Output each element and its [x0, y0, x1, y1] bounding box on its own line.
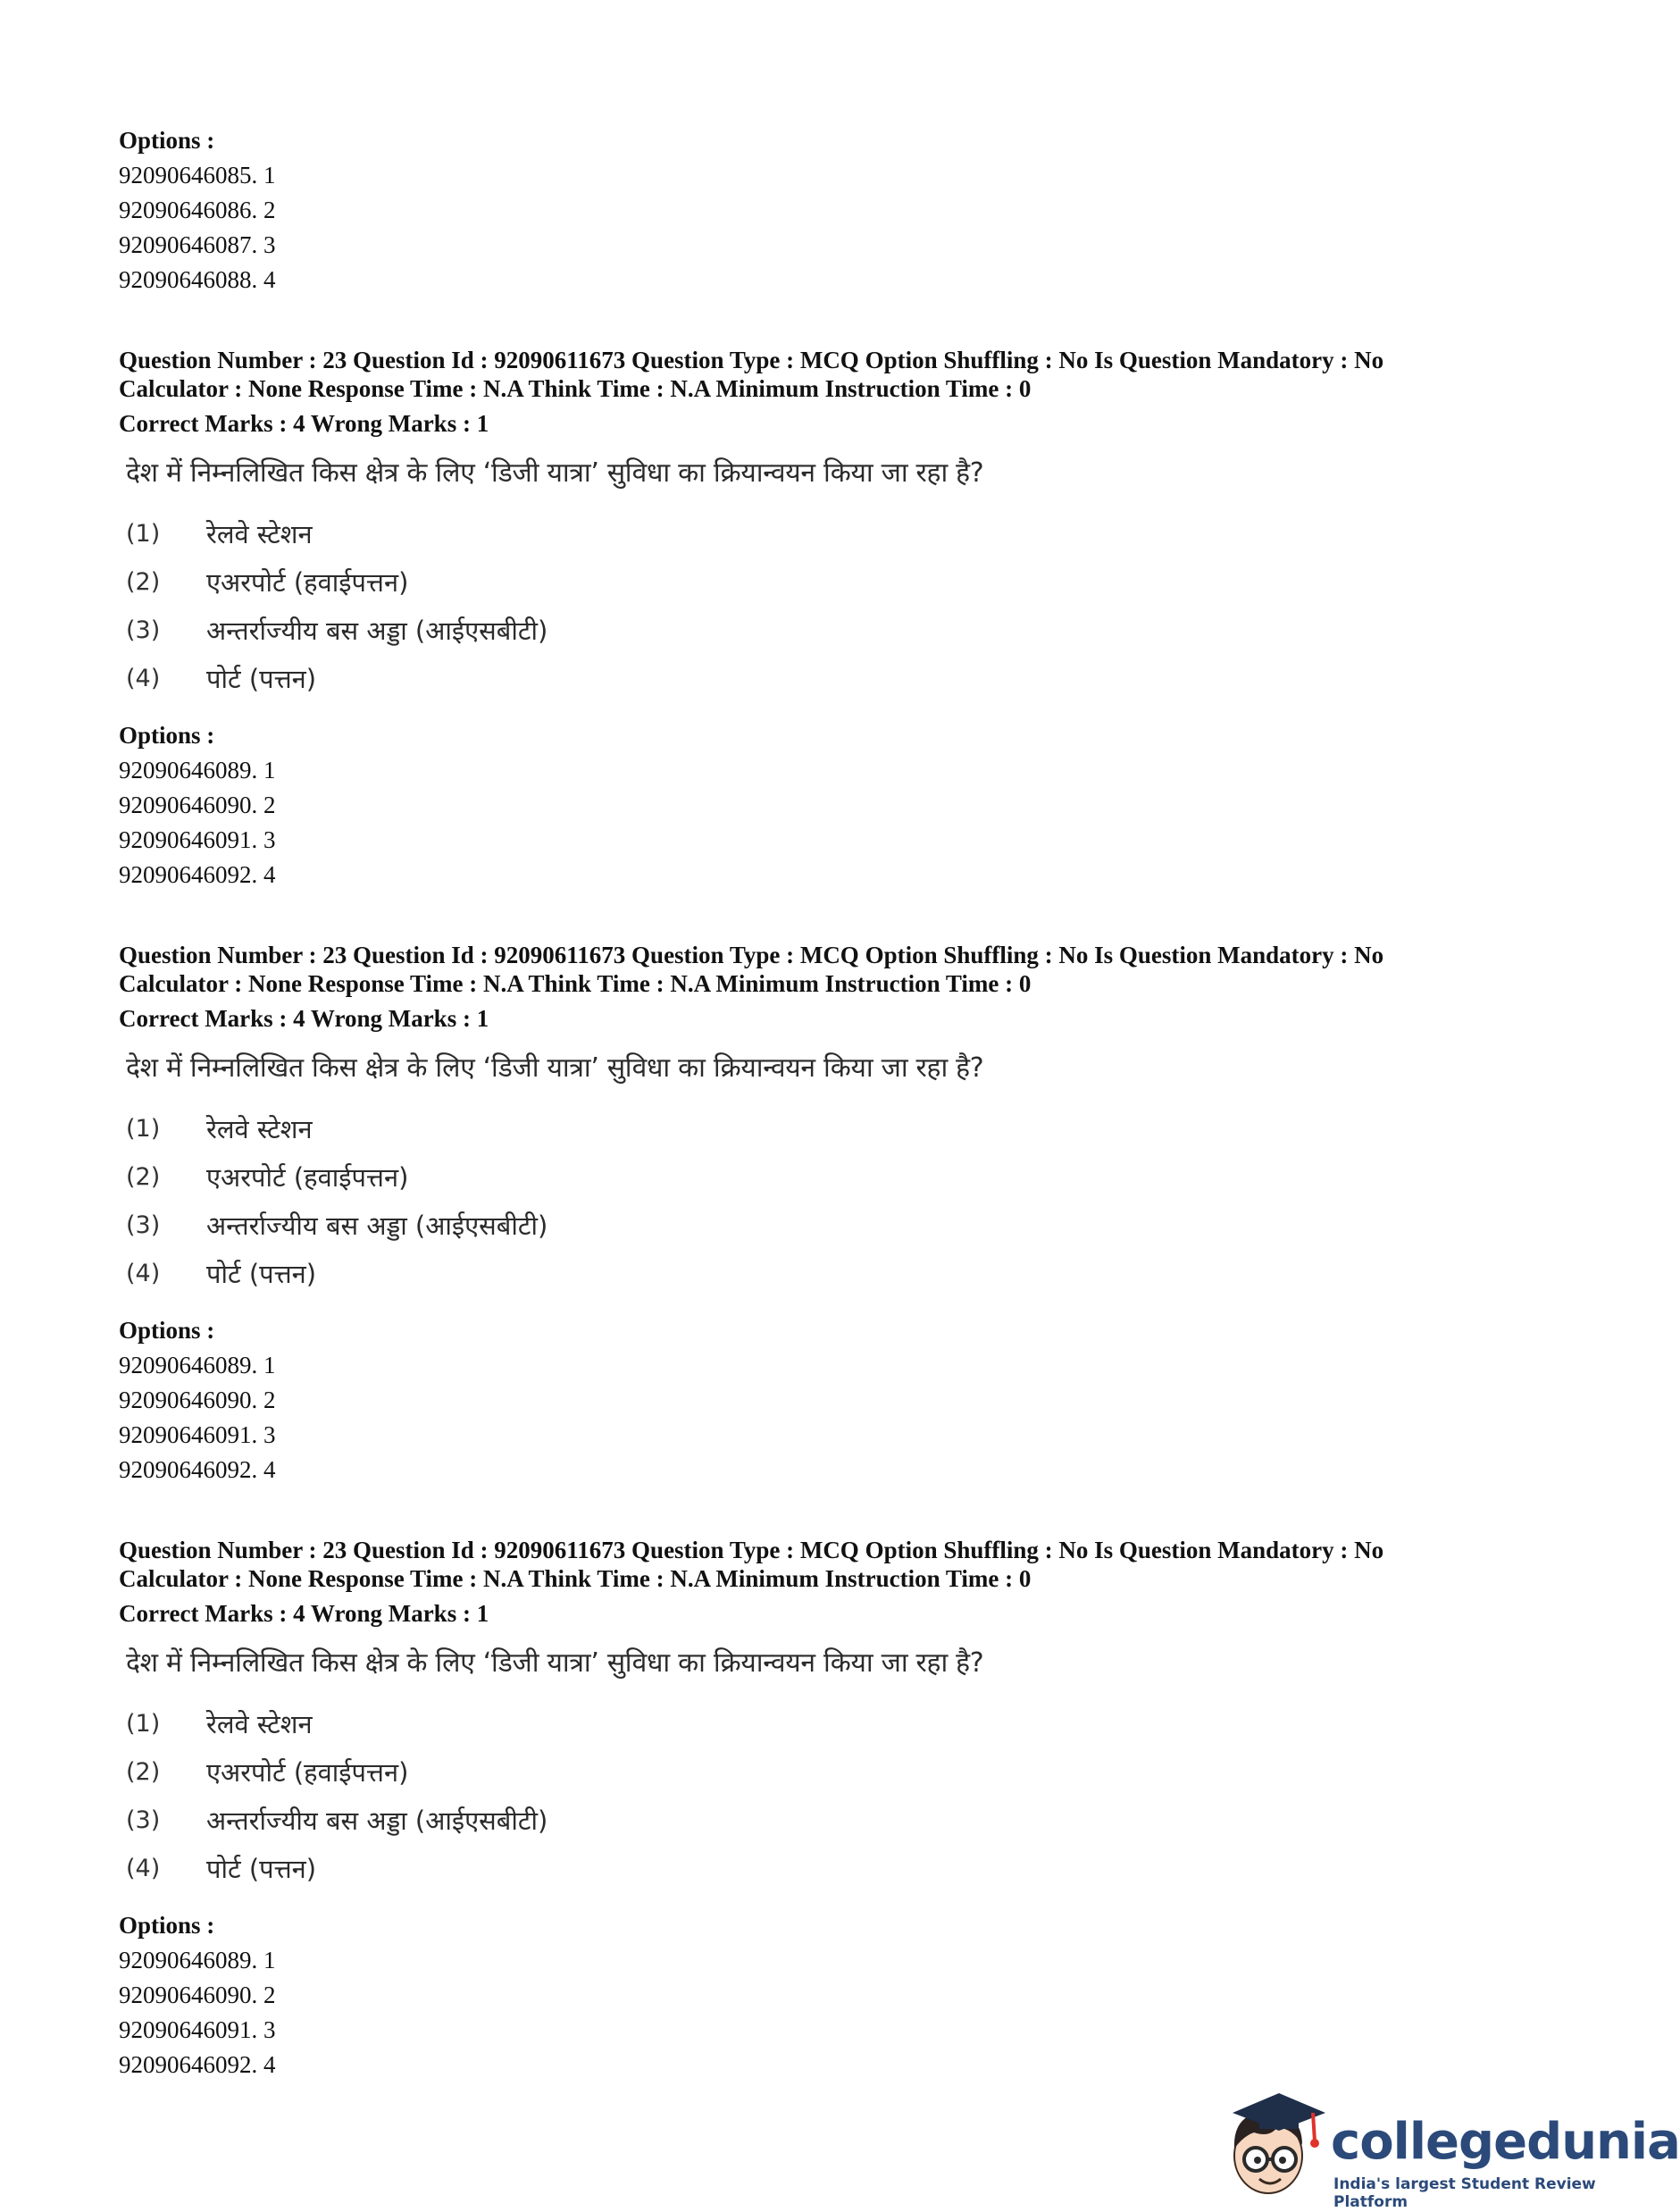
choice-number: (4): [126, 1854, 161, 1882]
mascot-icon: [1215, 2086, 1331, 2202]
option-line: 92090646089. 1: [119, 1352, 276, 1378]
question-image-content: [126, 1646, 1530, 1892]
question-image-content: [126, 456, 1530, 702]
question-image-content: [126, 1051, 1530, 1297]
options-label: Options :: [119, 127, 215, 154]
question-choice: [126, 557, 1530, 606]
option-line: 92090646092. 4: [119, 1456, 276, 1483]
option-line: 92090646092. 4: [119, 861, 276, 888]
question-choice: [126, 1796, 1530, 1844]
collegedunia-logo: [1215, 2086, 1680, 2211]
option-line: 92090646089. 1: [119, 757, 276, 783]
question-block: [119, 1536, 1530, 2082]
choice-text: अन्तर्राज्यीय बस अड्डा (आईएसबीटी): [206, 1210, 548, 1241]
option-line: 92090646092. 4: [119, 2051, 276, 2078]
options-label: Options :: [119, 722, 215, 749]
option-line: 92090646085. 1: [119, 162, 276, 189]
question-choice: [126, 1104, 1530, 1152]
question-text: देश में निम्नलिखित किस क्षेत्र के लिए ‘डिजी यात्रा’ सुविधा का क्रियान्वयन किया जा रहा है?: [126, 1647, 984, 1679]
question-marks: Correct Marks : 4 Wrong Marks : 1: [119, 1600, 489, 1627]
choice-number: (2): [126, 567, 161, 596]
question-text: देश में निम्नलिखित किस क्षेत्र के लिए ‘डिजी यात्रा’ सुविधा का क्रियान्वयन किया जा रहा है?: [126, 457, 984, 489]
choice-number: (4): [126, 664, 161, 692]
document-page: [119, 123, 1530, 2131]
choice-text: पोर्ट (पत्तन): [206, 663, 317, 694]
choice-number: (3): [126, 1806, 161, 1834]
question-text: देश में निम्नलिखित किस क्षेत्र के लिए ‘डिजी यात्रा’ सुविधा का क्रियान्वयन किया जा रहा है?: [126, 1052, 984, 1084]
question-choice: [126, 1699, 1530, 1747]
choice-text: एअरपोर्ट (हवाईपत्तन): [206, 566, 409, 598]
choice-number: (1): [126, 1114, 161, 1143]
choice-text: पोर्ट (पत्तन): [206, 1258, 317, 1289]
question-choice: [126, 1249, 1530, 1297]
choice-number: (1): [126, 519, 161, 548]
question-meta-line: Calculator : None Response Time : N.A Think Time : N.A Minimum Instruction Time : 0: [119, 375, 1032, 402]
question-choice: [126, 654, 1530, 702]
logo-tagline: India's largest Student Review Platform: [1333, 2175, 1596, 2211]
question-choice: [126, 1844, 1530, 1892]
option-line: 92090646091. 3: [119, 1421, 276, 1448]
question-choice: [126, 1747, 1530, 1796]
question-meta-line: Question Number : 23 Question Id : 92090611673 Question Type : MCQ Option Shuffling : No Is Question Mandatory : No: [119, 942, 1384, 968]
choice-text: एअरपोर्ट (हवाईपत्तन): [206, 1756, 409, 1788]
choice-number: (3): [126, 616, 161, 644]
option-line: 92090646090. 2: [119, 792, 276, 818]
question-marks: Correct Marks : 4 Wrong Marks : 1: [119, 410, 489, 437]
question-meta-line: Calculator : None Response Time : N.A Think Time : N.A Minimum Instruction Time : 0: [119, 1565, 1032, 1592]
options-block: [119, 123, 1530, 297]
option-line: 92090646089. 1: [119, 1947, 276, 1973]
options-block: [119, 1908, 1530, 2082]
question-meta-line: Calculator : None Response Time : N.A Think Time : N.A Minimum Instruction Time : 0: [119, 970, 1032, 997]
choice-number: (4): [126, 1259, 161, 1287]
choice-text: अन्तर्राज्यीय बस अड्डा (आईएसबीटी): [206, 1805, 548, 1836]
logo-wordmark: collegedunia: [1331, 2113, 1680, 2171]
options-label: Options :: [119, 1912, 215, 1939]
choice-number: (2): [126, 1162, 161, 1191]
option-line: 92090646087. 3: [119, 231, 276, 258]
choice-text: पोर्ट (पत्तन): [206, 1853, 317, 1884]
choice-text: रेलवे स्टेशन: [206, 518, 313, 549]
question-choice: [126, 509, 1530, 557]
question-choice: [126, 1201, 1530, 1249]
question-block: [119, 941, 1530, 1487]
question-marks: Correct Marks : 4 Wrong Marks : 1: [119, 1005, 489, 1032]
choice-number: (3): [126, 1211, 161, 1239]
question-choice: [126, 606, 1530, 654]
choice-text: रेलवे स्टेशन: [206, 1113, 313, 1144]
option-line: 92090646091. 3: [119, 2016, 276, 2043]
option-line: 92090646088. 4: [119, 266, 276, 293]
choice-number: (1): [126, 1709, 161, 1738]
option-line: 92090646091. 3: [119, 826, 276, 853]
choice-text: रेलवे स्टेशन: [206, 1708, 313, 1739]
option-line: 92090646090. 2: [119, 1982, 276, 2008]
options-block: [119, 1313, 1530, 1487]
options-label: Options :: [119, 1317, 215, 1344]
option-line: 92090646086. 2: [119, 197, 276, 223]
option-line: 92090646090. 2: [119, 1387, 276, 1413]
choice-text: एअरपोर्ट (हवाईपत्तन): [206, 1161, 409, 1193]
choice-number: (2): [126, 1757, 161, 1786]
question-meta-line: Question Number : 23 Question Id : 92090611673 Question Type : MCQ Option Shuffling : No Is Question Mandatory : No: [119, 347, 1384, 373]
question-block: [119, 346, 1530, 892]
question-meta-line: Question Number : 23 Question Id : 92090611673 Question Type : MCQ Option Shuffling : No Is Question Mandatory : No: [119, 1537, 1384, 1563]
question-choice: [126, 1152, 1530, 1201]
options-block: [119, 718, 1530, 892]
choice-text: अन्तर्राज्यीय बस अड्डा (आईएसबीटी): [206, 615, 548, 646]
